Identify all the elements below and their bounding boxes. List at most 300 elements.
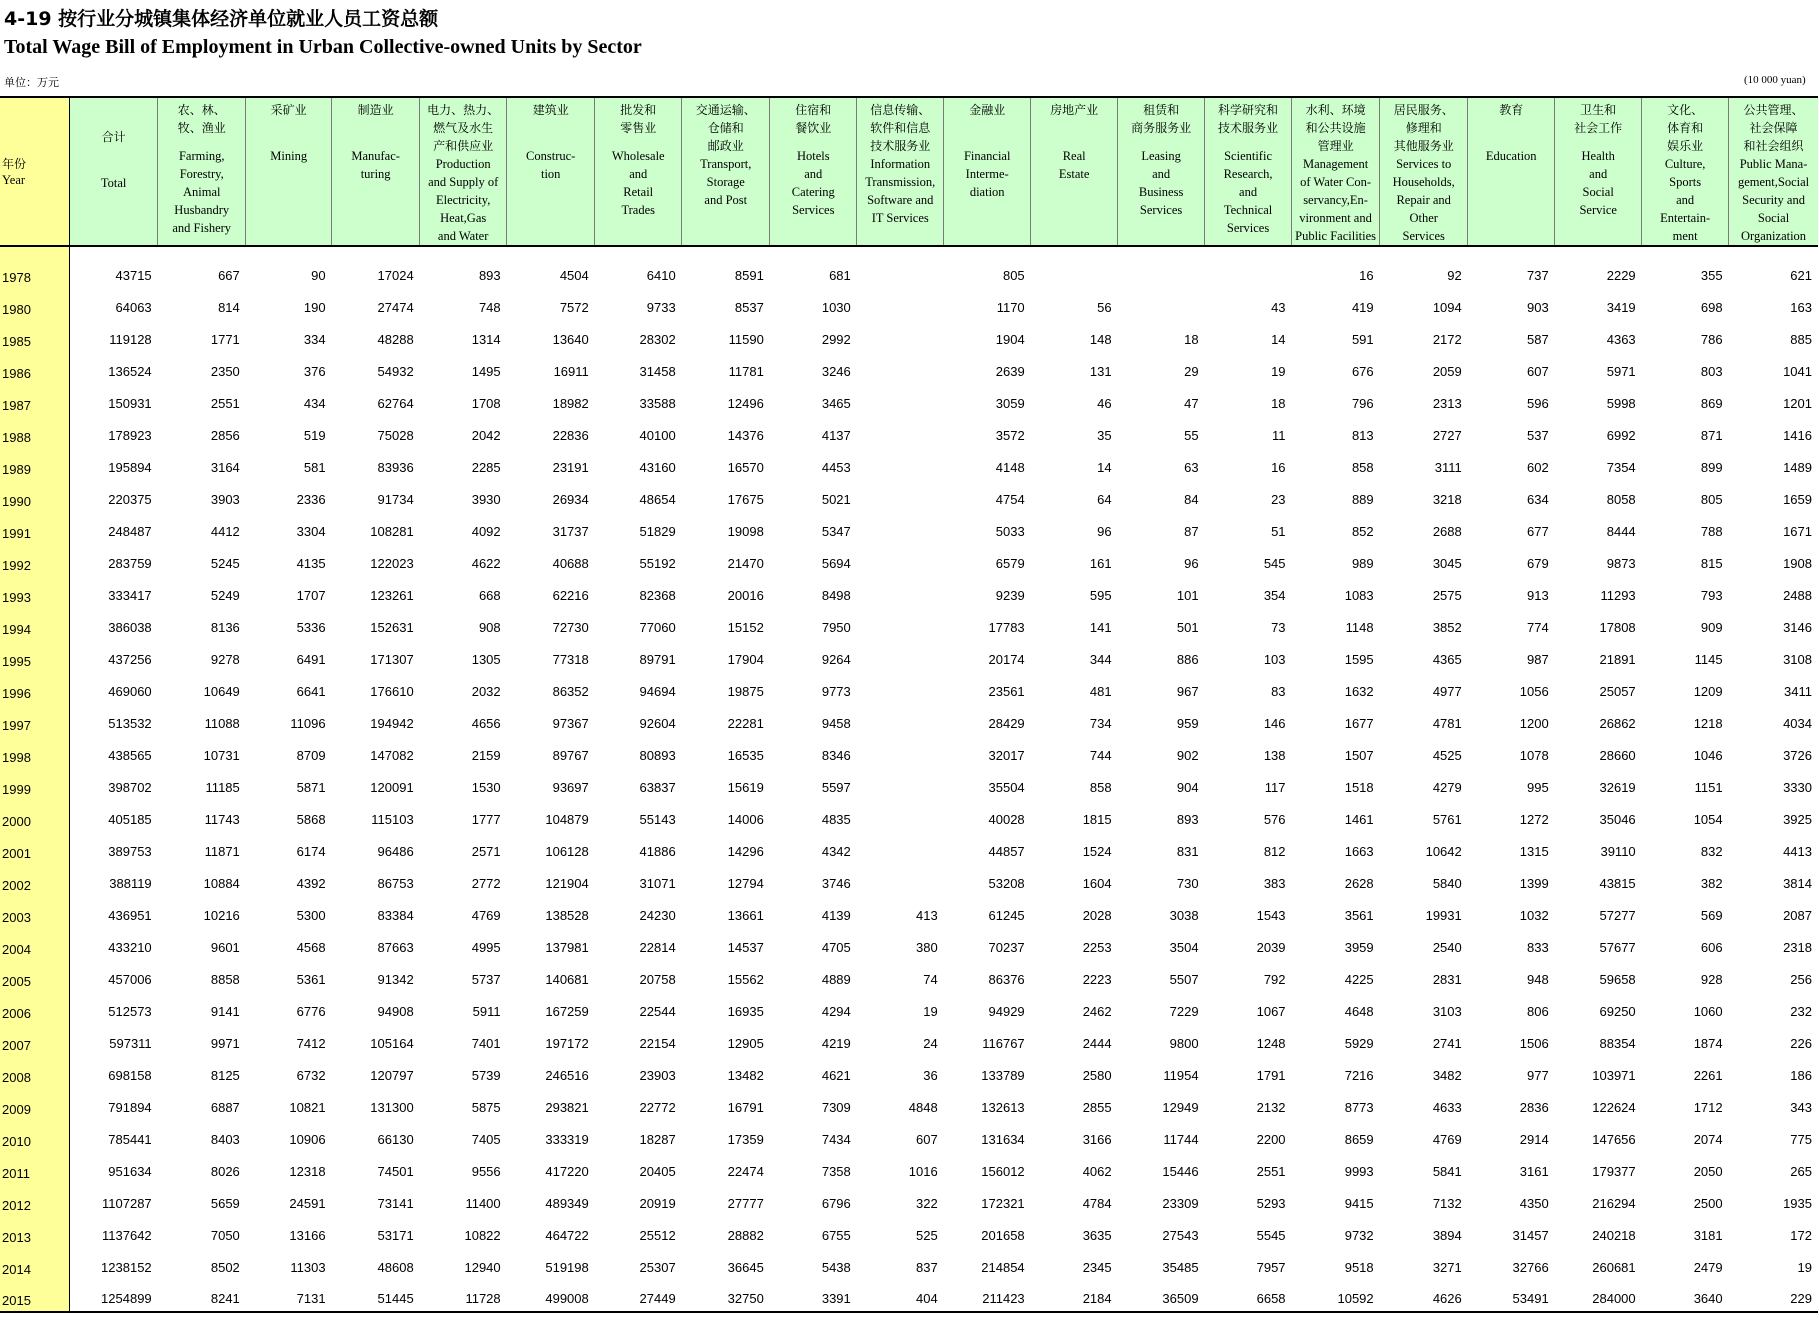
column-header-cn: 批发和 零售业 [620, 103, 657, 135]
value-cell: 2992 [821, 332, 851, 347]
value-cell: 1904 [995, 332, 1025, 347]
table-row [0, 992, 1818, 1024]
value-cell: 4350 [1519, 1196, 1549, 1211]
value-cell: 1248 [1256, 1036, 1286, 1051]
value-cell: 788 [1700, 524, 1723, 539]
value-cell: 19098 [727, 524, 764, 539]
value-cell: 20016 [727, 588, 764, 603]
value-cell: 11743 [204, 812, 240, 827]
column-header-cn: 公共管理、 社会保障 和社会组织 [1743, 103, 1804, 153]
value-cell: 103 [1263, 652, 1286, 667]
value-cell: 354 [1263, 588, 1286, 603]
value-cell: 621 [1790, 268, 1812, 283]
value-cell: 909 [1700, 620, 1723, 635]
year-cell: 1996 [0, 672, 70, 704]
value-cell: 1659 [1783, 492, 1812, 507]
value-cell: 51 [1271, 524, 1286, 539]
value-cell: 47 [1184, 396, 1199, 411]
value-cell: 84 [1184, 492, 1199, 507]
value-cell: 1518 [1344, 780, 1374, 795]
value-cell: 28882 [727, 1228, 764, 1243]
value-cell: 3814 [1783, 876, 1812, 891]
value-cell: 775 [1790, 1132, 1812, 1147]
value-cell: 5761 [1432, 812, 1462, 827]
value-cell: 355 [1700, 268, 1723, 283]
value-cell: 46 [1097, 396, 1112, 411]
value-cell: 5361 [296, 972, 326, 987]
table-row [0, 1088, 1818, 1120]
value-cell: 8136 [210, 620, 240, 635]
value-cell: 4995 [471, 940, 501, 955]
value-cell: 2500 [1693, 1196, 1723, 1211]
value-cell: 886 [1176, 652, 1199, 667]
column-header [1205, 97, 1292, 246]
value-cell: 18 [1184, 332, 1199, 347]
value-cell: 3419 [1606, 300, 1636, 315]
value-cell: 698 [1700, 300, 1723, 315]
value-cell: 14537 [727, 940, 764, 955]
column-header-en: Health and Social Service [1579, 149, 1617, 217]
value-cell: 93697 [552, 780, 589, 795]
value-cell: 96486 [377, 844, 414, 859]
value-cell: 1151 [1694, 780, 1723, 795]
value-cell: 62764 [377, 396, 414, 411]
value-cell: 17359 [727, 1132, 764, 1147]
value-cell: 63 [1184, 460, 1199, 475]
value-cell: 1083 [1344, 588, 1374, 603]
value-cell: 12905 [727, 1036, 764, 1051]
year-cell: 2011 [0, 1152, 70, 1184]
value-cell: 904 [1176, 780, 1199, 795]
value-cell: 4137 [821, 428, 851, 443]
value-cell: 62216 [552, 588, 589, 603]
column-header-cn: 卫生和 社会工作 [1574, 103, 1623, 135]
value-cell: 9873 [1606, 556, 1636, 571]
value-cell: 744 [1089, 748, 1112, 763]
column-header-cn: 采矿业 [270, 103, 307, 117]
year-cell: 1988 [0, 416, 70, 448]
value-cell: 3465 [821, 396, 851, 411]
value-cell: 2836 [1519, 1100, 1549, 1115]
value-cell: 74501 [377, 1164, 414, 1179]
value-cell: 103971 [1592, 1068, 1636, 1083]
value-cell: 5300 [296, 908, 326, 923]
value-cell [857, 736, 944, 768]
value-cell: 413 [916, 908, 938, 923]
value-cell: 3161 [1519, 1164, 1549, 1179]
column-header-cn: 教育 [1499, 103, 1524, 117]
value-cell: 806 [1527, 1004, 1549, 1019]
value-cell: 2184 [1031, 1280, 1118, 1312]
value-cell: 108281 [370, 524, 414, 539]
value-cell: 31457 [1512, 1228, 1549, 1243]
value-cell: 31458 [639, 364, 676, 379]
value-cell: 679 [1527, 556, 1549, 571]
value-cell: 2855 [1082, 1100, 1112, 1115]
value-cell: 737 [1527, 268, 1549, 283]
value-cell: 3726 [1783, 748, 1812, 763]
column-header-en: Services to Households, Repair and Other Services [1392, 157, 1455, 243]
value-cell: 116767 [982, 1036, 1025, 1051]
value-cell: 1272 [1519, 812, 1549, 827]
value-cell: 77060 [639, 620, 676, 635]
value-cell: 1201 [1783, 396, 1812, 411]
year-cell: 1990 [0, 480, 70, 512]
value-cell: 119128 [109, 332, 152, 347]
value-cell: 908 [478, 620, 501, 635]
column-header [158, 97, 246, 246]
value-cell: 893 [478, 268, 501, 283]
table-row [0, 960, 1818, 992]
value-cell: 7309 [821, 1100, 851, 1115]
value-cell: 380 [916, 940, 938, 955]
year-cell: 2014 [0, 1248, 70, 1280]
value-cell: 10884 [203, 876, 240, 891]
value-cell: 1056 [1519, 684, 1549, 699]
value-cell: 814 [218, 300, 240, 315]
value-cell: 1677 [1344, 716, 1374, 731]
value-cell: 1238152 [101, 1260, 152, 1275]
table-row [0, 1184, 1818, 1216]
value-cell: 2050 [1693, 1164, 1723, 1179]
column-header [1642, 97, 1729, 246]
value-cell: 9601 [210, 940, 240, 955]
value-cell: 2285 [471, 460, 501, 475]
column-header [770, 97, 857, 246]
value-cell: 92604 [639, 716, 676, 731]
value-cell: 11781 [728, 364, 764, 379]
value-cell: 195894 [108, 460, 152, 475]
value-cell: 40100 [639, 428, 676, 443]
year-cell: 2005 [0, 960, 70, 992]
value-cell: 2345 [1082, 1260, 1112, 1275]
value-cell: 1416 [1783, 428, 1812, 443]
value-cell: 163 [1790, 300, 1812, 315]
value-cell: 148 [1089, 332, 1112, 347]
value-cell: 2571 [471, 844, 501, 859]
table-row [0, 768, 1818, 800]
value-cell: 885 [1790, 332, 1812, 347]
value-cell: 1908 [1783, 556, 1812, 571]
year-cell: 1991 [0, 512, 70, 544]
year-cell: 2001 [0, 832, 70, 864]
value-cell: 28302 [639, 332, 676, 347]
value-cell: 2313 [1432, 396, 1462, 411]
value-cell: 6776 [296, 1004, 326, 1019]
value-cell: 13166 [289, 1228, 326, 1243]
value-cell: 4062 [1082, 1164, 1112, 1179]
value-cell: 140681 [545, 972, 589, 987]
value-cell: 698158 [108, 1068, 152, 1083]
value-cell: 216294 [1592, 1196, 1636, 1211]
column-header-cn: 制造业 [357, 103, 394, 117]
column-header-en: Information Transmission, Software and IT Services [865, 157, 936, 225]
value-cell: 16791 [727, 1100, 764, 1115]
value-cell: 88354 [1599, 1036, 1636, 1051]
value-cell: 17024 [377, 268, 414, 283]
value-cell: 785441 [108, 1132, 152, 1147]
value-cell: 57277 [1599, 908, 1636, 923]
column-header [1380, 97, 1468, 246]
table-row [0, 1152, 1818, 1184]
value-cell: 70237 [988, 940, 1025, 955]
value-cell: 171307 [370, 652, 414, 667]
value-cell: 2540 [1432, 940, 1462, 955]
value-cell: 3903 [210, 492, 240, 507]
value-cell: 77318 [552, 652, 589, 667]
value-cell: 1507 [1344, 748, 1374, 763]
value-cell: 4504 [559, 268, 589, 283]
value-cell: 12318 [289, 1164, 326, 1179]
value-cell: 9773 [821, 684, 851, 699]
value-cell: 1771 [210, 332, 240, 347]
value-cell: 11293 [1600, 588, 1636, 603]
value-cell: 8444 [1606, 524, 1636, 539]
value-cell: 4225 [1344, 972, 1374, 987]
column-header-cn: 住宿和 餐饮业 [795, 103, 832, 135]
value-cell: 581 [303, 460, 326, 475]
year-cell: 1998 [0, 736, 70, 768]
value-cell [1118, 246, 1205, 288]
value-cell: 48288 [377, 332, 414, 347]
value-cell: 4148 [995, 460, 1025, 475]
table-row [0, 672, 1818, 704]
value-cell: 1712 [1693, 1100, 1723, 1115]
column-header-en: Leasing and Business Services [1138, 149, 1184, 217]
value-cell: 2575 [1432, 588, 1462, 603]
value-cell: 7950 [821, 620, 851, 635]
value-cell: 3103 [1432, 1004, 1462, 1019]
value-cell: 8346 [821, 748, 851, 763]
value-cell: 2132 [1256, 1100, 1286, 1115]
value-cell: 5694 [821, 556, 851, 571]
column-header [246, 97, 332, 246]
column-header [595, 97, 682, 246]
value-cell: 66130 [377, 1132, 414, 1147]
value-cell: 1046 [1693, 748, 1723, 763]
value-cell: 668 [478, 588, 501, 603]
value-cell: 122023 [370, 556, 414, 571]
column-header [857, 97, 944, 246]
value-cell: 161 [1089, 556, 1112, 571]
value-cell: 12496 [727, 396, 764, 411]
value-cell: 995 [1527, 780, 1549, 795]
value-cell: 2551 [1256, 1164, 1286, 1179]
column-header [70, 97, 158, 246]
value-cell: 903 [1527, 300, 1549, 315]
value-cell: 322 [916, 1196, 938, 1211]
column-header [682, 97, 770, 246]
value-cell: 89767 [552, 748, 589, 763]
column-header [420, 97, 507, 246]
table-row [0, 448, 1818, 480]
table-row [0, 352, 1818, 384]
value-cell: 4525 [1432, 748, 1462, 763]
value-cell: 123261 [370, 588, 414, 603]
value-cell: 1489 [1783, 460, 1812, 475]
unit-label-en: (10 000 yuan) [1744, 74, 1806, 86]
value-cell: 792 [1263, 972, 1286, 987]
value-cell: 951634 [108, 1164, 152, 1179]
value-cell: 4413 [1783, 844, 1812, 859]
value-cell: 32017 [988, 748, 1025, 763]
value-cell: 1305 [471, 652, 501, 667]
value-cell: 2042 [471, 428, 501, 443]
value-cell: 248487 [108, 524, 152, 539]
value-cell: 132613 [981, 1100, 1025, 1115]
value-cell: 172 [1790, 1228, 1812, 1243]
value-cell: 94929 [988, 1004, 1025, 1019]
value-cell: 803 [1700, 364, 1723, 379]
value-cell: 33588 [639, 396, 676, 411]
value-cell: 89791 [639, 652, 676, 667]
value-cell: 4342 [821, 844, 851, 859]
value-cell: 871 [1700, 428, 1723, 443]
value-cell: 11 [1272, 428, 1286, 443]
column-header-cn: 年份 [2, 156, 27, 171]
column-header-cn: 租赁和 商务服务业 [1131, 103, 1192, 135]
value-cell: 1200 [1519, 716, 1549, 731]
column-header-en: Production and Supply of Electricity, Heat,Gas and Water [428, 157, 499, 243]
value-cell: 3391 [770, 1280, 857, 1312]
value-cell: 61245 [988, 908, 1025, 923]
value-cell: 525 [916, 1228, 938, 1243]
value-cell: 4622 [471, 556, 501, 571]
value-cell: 55 [1184, 428, 1199, 443]
value-cell: 1595 [1344, 652, 1374, 667]
value-cell: 2229 [1606, 268, 1636, 283]
value-cell: 87 [1184, 524, 1199, 539]
value-cell: 17675 [727, 492, 764, 507]
column-header-cn: 水利、环境 和公共设施 管理业 [1305, 103, 1366, 153]
value-cell: 734 [1089, 716, 1112, 731]
value-cell: 893 [1176, 812, 1199, 827]
value-cell: 1170 [996, 300, 1025, 315]
value-cell: 489349 [545, 1196, 589, 1211]
value-cell: 25307 [639, 1260, 676, 1275]
value-cell: 343 [1790, 1100, 1812, 1115]
value-cell: 1777 [471, 812, 501, 827]
value-cell: 137981 [545, 940, 589, 955]
value-cell: 7216 [1344, 1068, 1374, 1083]
value-cell: 32766 [1512, 1260, 1549, 1275]
value-cell: 4412 [210, 524, 240, 539]
value-cell: 1148 [1345, 620, 1374, 635]
value-cell: 35504 [988, 780, 1025, 795]
value-cell: 519198 [545, 1260, 589, 1275]
column-header-cn: 居民服务、 修理和 其他服务业 [1393, 103, 1454, 153]
value-cell: 19931 [1425, 908, 1462, 923]
year-cell: 1978 [0, 246, 70, 288]
value-cell: 136524 [108, 364, 152, 379]
value-cell: 3218 [1432, 492, 1462, 507]
value-cell: 156012 [981, 1164, 1025, 1179]
value-cell: 1315 [1519, 844, 1549, 859]
value-cell: 131300 [370, 1100, 414, 1115]
value-cell: 6992 [1606, 428, 1636, 443]
column-header [1729, 97, 1818, 246]
value-cell: 10731 [203, 748, 240, 763]
value-cell: 48608 [377, 1260, 414, 1275]
year-cell: 2000 [0, 800, 70, 832]
value-cell: 4633 [1432, 1100, 1462, 1115]
value-cell: 989 [1351, 556, 1374, 571]
value-cell: 9732 [1344, 1228, 1374, 1243]
value-cell: 91734 [377, 492, 414, 507]
column-header-en: Management of Water Con- servancy,En- vironment and Public Facilities [1295, 157, 1377, 243]
column-header-cn: 建筑业 [532, 103, 569, 117]
value-cell: 8858 [210, 972, 240, 987]
value-cell: 8659 [1344, 1132, 1374, 1147]
value-cell: 6174 [296, 844, 326, 859]
value-cell: 16535 [727, 748, 764, 763]
value-cell: 2639 [995, 364, 1025, 379]
year-cell: 1992 [0, 544, 70, 576]
table-row [0, 544, 1818, 576]
table-row [0, 928, 1818, 960]
value-cell: 14296 [727, 844, 764, 859]
table-row [0, 640, 1818, 672]
value-cell: 73 [1271, 620, 1286, 635]
value-cell: 4769 [1432, 1132, 1462, 1147]
value-cell: 4889 [821, 972, 851, 987]
value-cell: 677 [1527, 524, 1549, 539]
value-cell: 805 [1002, 268, 1025, 283]
table-row [0, 1024, 1818, 1056]
value-cell: 3635 [1082, 1228, 1112, 1243]
value-cell: 6887 [210, 1100, 240, 1115]
value-cell: 591 [1351, 332, 1374, 347]
column-header-en: Public Mana- gement,Social Security and Social Organization [1737, 157, 1810, 243]
value-cell: 6641 [296, 684, 326, 699]
value-cell [857, 246, 944, 288]
column-header-en: Construc- tion [526, 149, 576, 181]
value-cell: 902 [1176, 748, 1199, 763]
value-cell: 3852 [1432, 620, 1462, 635]
year-cell: 2013 [0, 1216, 70, 1248]
value-cell: 147082 [370, 748, 414, 763]
value-cell: 8502 [210, 1260, 240, 1275]
value-cell: 9556 [471, 1164, 501, 1179]
value-cell: 4769 [471, 908, 501, 923]
value-cell: 12949 [1162, 1100, 1199, 1115]
table-row [0, 704, 1818, 736]
value-cell: 10642 [1425, 844, 1462, 859]
value-cell: 11185 [205, 780, 240, 795]
value-cell: 438565 [108, 748, 152, 763]
column-header-en: Manufac- turing [351, 149, 400, 181]
value-cell: 405185 [108, 812, 152, 827]
value-cell: 87663 [377, 940, 414, 955]
value-cell: 10649 [203, 684, 240, 699]
value-cell: 12794 [727, 876, 764, 891]
table-row [0, 736, 1818, 768]
value-cell: 64 [1097, 492, 1112, 507]
value-cell: 23903 [639, 1068, 676, 1083]
value-cell: 4784 [1082, 1196, 1112, 1211]
value-cell: 96 [1097, 524, 1112, 539]
value-cell: 21470 [727, 556, 764, 571]
value-cell [857, 480, 944, 512]
value-cell: 786 [1700, 332, 1723, 347]
value-cell: 8403 [210, 1132, 240, 1147]
value-cell: 21891 [1599, 652, 1636, 667]
value-cell: 587 [1527, 332, 1549, 347]
value-cell: 2318 [1783, 940, 1812, 955]
value-cell: 5545 [1256, 1228, 1286, 1243]
value-cell: 32750 [682, 1280, 770, 1312]
column-header-en: Scientific Research, and Technical Services [1223, 149, 1273, 235]
